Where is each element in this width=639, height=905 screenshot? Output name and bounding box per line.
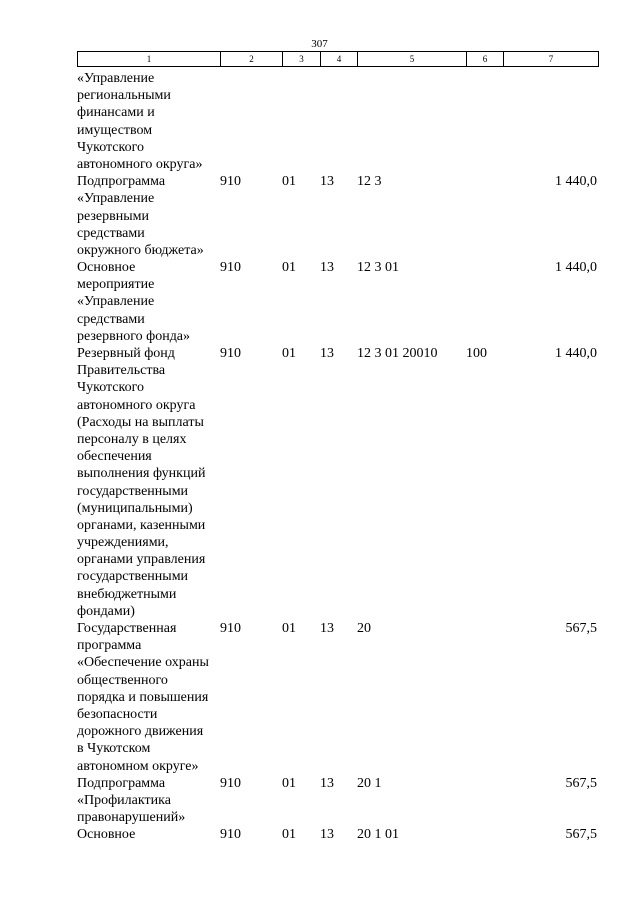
expense-name-line: Основное bbox=[77, 827, 136, 843]
expense-name-line: автономного округа» bbox=[77, 156, 203, 172]
expense-name-line: порядка и повышения bbox=[77, 689, 209, 705]
expense-name bbox=[77, 620, 219, 775]
target-article-code: 20 1 01 bbox=[357, 827, 399, 843]
subsection-code: 13 bbox=[320, 827, 334, 843]
table-row bbox=[0, 775, 639, 827]
grbs-code: 910 bbox=[220, 346, 241, 361]
expense-name-line: Подпрограмма bbox=[77, 174, 166, 190]
amount: 1 440,0 bbox=[555, 260, 597, 276]
expense-name-line: государственными bbox=[77, 569, 189, 585]
grbs-code: 910 bbox=[220, 174, 241, 190]
target-article-code: 12 3 bbox=[357, 174, 382, 190]
expense-name-line: «Профилактика bbox=[77, 792, 171, 808]
section-code: 01 bbox=[282, 346, 296, 361]
expense-name bbox=[77, 173, 219, 259]
grbs-code: 910 bbox=[220, 775, 241, 791]
page-number: 307 bbox=[311, 38, 328, 50]
amount: 1 440,0 bbox=[555, 174, 597, 190]
table-row bbox=[0, 826, 639, 843]
expense-name-line: программа bbox=[77, 638, 142, 654]
expense-name-line: автономного округа bbox=[77, 397, 196, 413]
column-header-row bbox=[77, 51, 599, 67]
expense-name bbox=[77, 345, 219, 620]
section-code: 01 bbox=[282, 621, 296, 636]
amount: 567,5 bbox=[565, 775, 597, 791]
subsection-code: 13 bbox=[320, 260, 334, 276]
column-header-3: 3 bbox=[283, 52, 321, 67]
subsection-code: 13 bbox=[320, 174, 334, 190]
expense-name-line: органами, казенными bbox=[77, 517, 206, 533]
expense-name bbox=[77, 70, 219, 173]
expense-name-line: автономном округе» bbox=[77, 758, 199, 774]
expense-name-line: Чукотского bbox=[77, 380, 144, 396]
table-row bbox=[0, 173, 639, 259]
expense-name-line: Чукотского bbox=[77, 139, 144, 155]
expense-name-line: региональными bbox=[77, 88, 171, 104]
expense-name-line: органами управления bbox=[77, 552, 206, 568]
expense-name-line: (Расходы на выплаты bbox=[77, 414, 204, 430]
expense-name-line: «Обеспечение охраны bbox=[77, 655, 209, 671]
expense-name-line: имуществом bbox=[77, 122, 153, 138]
section-code: 01 bbox=[282, 775, 296, 791]
expense-name-line: учреждениями, bbox=[77, 535, 169, 551]
grbs-code: 910 bbox=[220, 260, 241, 276]
expense-name bbox=[77, 259, 219, 345]
expense-name-line: «Управление bbox=[77, 71, 155, 86]
expense-name-line: окружного бюджета» bbox=[77, 242, 204, 258]
amount: 567,5 bbox=[565, 827, 597, 843]
expense-name-line: Государственная bbox=[77, 621, 177, 636]
expense-name bbox=[77, 775, 219, 827]
grbs-code: 910 bbox=[220, 621, 241, 636]
expense-name-line: резервного фонда» bbox=[77, 328, 191, 344]
expense-name-line: фондами) bbox=[77, 603, 135, 619]
expense-name-line: резервными bbox=[77, 208, 149, 224]
expense-name-line: Правительства bbox=[77, 363, 166, 379]
expense-name-line: «Управление bbox=[77, 191, 155, 207]
expense-name-line: внебюджетными bbox=[77, 586, 177, 602]
column-header-4: 4 bbox=[321, 52, 358, 67]
expense-name-line: в Чукотском bbox=[77, 741, 151, 757]
column-header-6: 6 bbox=[467, 52, 504, 67]
expense-name-line: Основное bbox=[77, 260, 136, 276]
column-header-1: 1 bbox=[78, 52, 221, 67]
expense-name-line: средствами bbox=[77, 225, 145, 241]
expense-name-line: мероприятие bbox=[77, 277, 155, 293]
expense-name bbox=[77, 826, 219, 843]
table-row bbox=[0, 70, 639, 173]
column-header-5: 5 bbox=[358, 52, 467, 67]
expense-name-line: обеспечения bbox=[77, 449, 152, 465]
expense-name-line: средствами bbox=[77, 311, 145, 327]
expense-name-line: «Управление bbox=[77, 294, 155, 310]
expense-name-line: персоналу в целях bbox=[77, 431, 187, 447]
expense-type-code: 100 bbox=[466, 346, 487, 361]
section-code: 01 bbox=[282, 827, 296, 843]
amount: 567,5 bbox=[565, 621, 597, 636]
expense-name-line: финансами и bbox=[77, 105, 155, 121]
target-article-code: 12 3 01 bbox=[357, 260, 399, 276]
table-row bbox=[0, 620, 639, 775]
target-article-code: 20 bbox=[357, 621, 371, 636]
expense-name-line: (муниципальными) bbox=[77, 500, 193, 516]
expense-name-line: выполнения функций bbox=[77, 466, 206, 482]
grbs-code: 910 bbox=[220, 827, 241, 843]
expense-name-line: Резервный фонд bbox=[77, 346, 175, 361]
subsection-code: 13 bbox=[320, 346, 334, 361]
subsection-code: 13 bbox=[320, 775, 334, 791]
table-row bbox=[0, 345, 639, 620]
expense-name-line: правонарушений» bbox=[77, 810, 186, 826]
target-article-code: 12 3 01 20010 bbox=[357, 346, 438, 361]
expense-name-line: Подпрограмма bbox=[77, 775, 166, 791]
target-article-code: 20 1 bbox=[357, 775, 382, 791]
subsection-code: 13 bbox=[320, 621, 334, 636]
budget-table-body bbox=[0, 70, 639, 843]
section-code: 01 bbox=[282, 260, 296, 276]
column-header-2: 2 bbox=[221, 52, 283, 67]
expense-name-line: дорожного движения bbox=[77, 724, 204, 740]
amount: 1 440,0 bbox=[555, 346, 597, 361]
expense-name-line: государственными bbox=[77, 483, 189, 499]
column-header-7: 7 bbox=[504, 52, 599, 67]
expense-name-line: общественного bbox=[77, 672, 168, 688]
section-code: 01 bbox=[282, 174, 296, 190]
expense-name-line: безопасности bbox=[77, 706, 158, 722]
table-row bbox=[0, 259, 639, 345]
